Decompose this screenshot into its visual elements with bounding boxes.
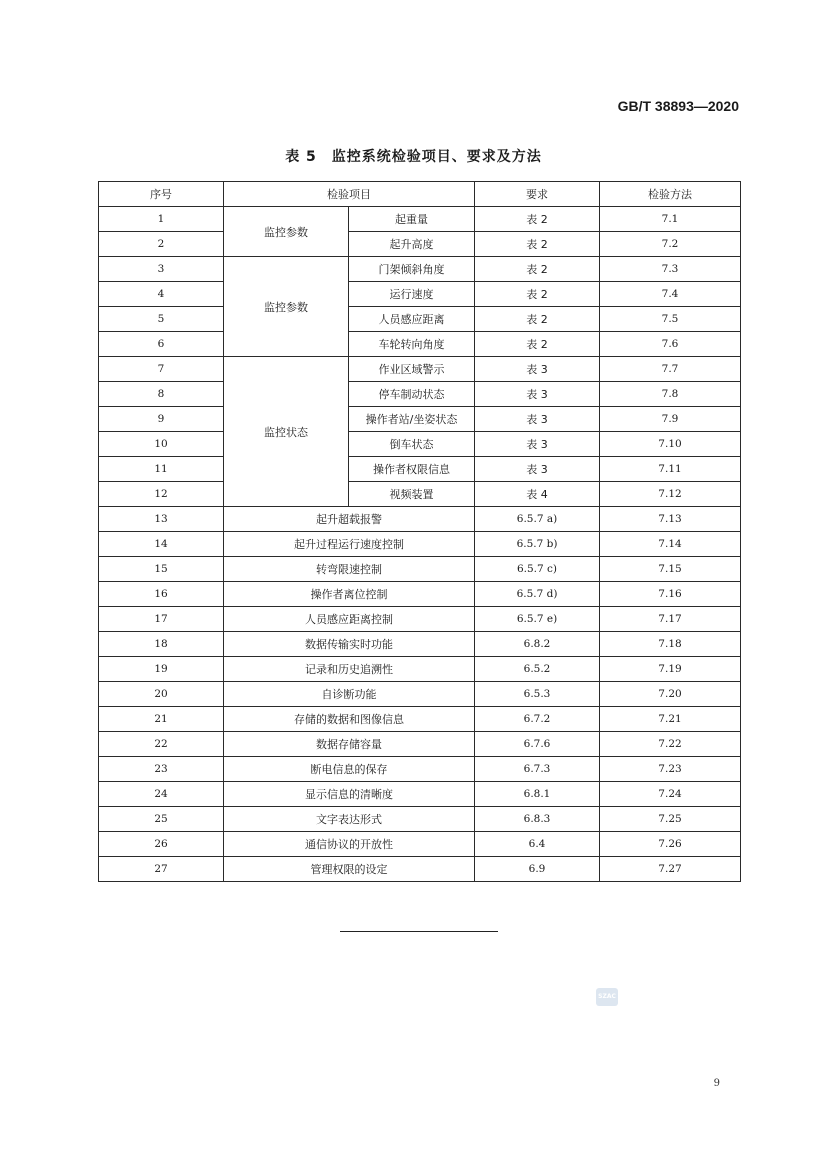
inspection-item: 显示信息的清晰度 bbox=[224, 782, 475, 807]
test-method: 7.20 bbox=[600, 682, 741, 707]
table-row bbox=[99, 807, 741, 832]
sub-item: 运行速度 bbox=[349, 282, 475, 307]
table-row bbox=[99, 257, 741, 282]
inspection-item: 人员感应距离控制 bbox=[224, 607, 475, 632]
requirement: 6.4 bbox=[475, 832, 600, 857]
requirement: 表 2 bbox=[475, 332, 600, 357]
requirement: 表 2 bbox=[475, 232, 600, 257]
row-number: 27 bbox=[99, 857, 224, 882]
test-method: 7.8 bbox=[600, 382, 741, 407]
row-number: 9 bbox=[99, 407, 224, 432]
test-method: 7.1 bbox=[600, 207, 741, 232]
table-row bbox=[99, 857, 741, 882]
row-number: 18 bbox=[99, 632, 224, 657]
group-label: 监控状态 bbox=[224, 357, 349, 507]
watermark-logo: SZAC bbox=[596, 988, 618, 1006]
requirement: 6.9 bbox=[475, 857, 600, 882]
test-method: 7.15 bbox=[600, 557, 741, 582]
row-number: 11 bbox=[99, 457, 224, 482]
col-header-no: 序号 bbox=[99, 182, 224, 207]
table-row bbox=[99, 432, 741, 457]
test-method: 7.27 bbox=[600, 857, 741, 882]
row-number: 24 bbox=[99, 782, 224, 807]
table-body bbox=[99, 207, 741, 882]
requirement: 表 3 bbox=[475, 357, 600, 382]
sub-item: 门架倾斜角度 bbox=[349, 257, 475, 282]
group-label: 监控参数 bbox=[224, 207, 349, 257]
row-number: 17 bbox=[99, 607, 224, 632]
row-number: 23 bbox=[99, 757, 224, 782]
requirement: 6.5.7 d) bbox=[475, 582, 600, 607]
inspection-item: 通信协议的开放性 bbox=[224, 832, 475, 857]
requirement: 表 4 bbox=[475, 482, 600, 507]
table-row bbox=[99, 557, 741, 582]
test-method: 7.5 bbox=[600, 307, 741, 332]
test-method: 7.9 bbox=[600, 407, 741, 432]
table-row bbox=[99, 282, 741, 307]
row-number: 5 bbox=[99, 307, 224, 332]
table-row bbox=[99, 682, 741, 707]
test-method: 7.4 bbox=[600, 282, 741, 307]
test-method: 7.12 bbox=[600, 482, 741, 507]
test-method: 7.26 bbox=[600, 832, 741, 857]
table-row bbox=[99, 232, 741, 257]
inspection-item: 记录和历史追溯性 bbox=[224, 657, 475, 682]
sub-item: 起升高度 bbox=[349, 232, 475, 257]
test-method: 7.13 bbox=[600, 507, 741, 532]
col-header-item: 检验项目 bbox=[224, 182, 475, 207]
sub-item: 车轮转向角度 bbox=[349, 332, 475, 357]
test-method: 7.10 bbox=[600, 432, 741, 457]
inspection-item: 文字表达形式 bbox=[224, 807, 475, 832]
table-row bbox=[99, 307, 741, 332]
standard-code: GB/T 38893—2020 bbox=[617, 98, 739, 114]
row-number: 14 bbox=[99, 532, 224, 557]
row-number: 12 bbox=[99, 482, 224, 507]
table-row bbox=[99, 607, 741, 632]
col-header-req: 要求 bbox=[475, 182, 600, 207]
table-row bbox=[99, 832, 741, 857]
requirement: 6.7.3 bbox=[475, 757, 600, 782]
requirement: 表 2 bbox=[475, 282, 600, 307]
end-rule bbox=[340, 931, 498, 932]
sub-item: 操作者权限信息 bbox=[349, 457, 475, 482]
table-row bbox=[99, 332, 741, 357]
requirement: 6.5.7 a) bbox=[475, 507, 600, 532]
requirement: 6.7.2 bbox=[475, 707, 600, 732]
inspection-table bbox=[98, 181, 741, 882]
requirement: 表 2 bbox=[475, 257, 600, 282]
sub-item: 操作者站/坐姿状态 bbox=[349, 407, 475, 432]
table-row bbox=[99, 732, 741, 757]
table-row bbox=[99, 782, 741, 807]
row-number: 3 bbox=[99, 257, 224, 282]
row-number: 4 bbox=[99, 282, 224, 307]
row-number: 1 bbox=[99, 207, 224, 232]
inspection-item: 自诊断功能 bbox=[224, 682, 475, 707]
row-number: 15 bbox=[99, 557, 224, 582]
table-row bbox=[99, 632, 741, 657]
test-method: 7.16 bbox=[600, 582, 741, 607]
requirement: 6.7.6 bbox=[475, 732, 600, 757]
requirement: 表 3 bbox=[475, 457, 600, 482]
table-row bbox=[99, 582, 741, 607]
row-number: 26 bbox=[99, 832, 224, 857]
test-method: 7.18 bbox=[600, 632, 741, 657]
table-row bbox=[99, 507, 741, 532]
row-number: 13 bbox=[99, 507, 224, 532]
requirement: 表 2 bbox=[475, 207, 600, 232]
test-method: 7.24 bbox=[600, 782, 741, 807]
table-row bbox=[99, 482, 741, 507]
inspection-item: 起升超载报警 bbox=[224, 507, 475, 532]
requirement: 表 3 bbox=[475, 432, 600, 457]
inspection-item: 数据存储容量 bbox=[224, 732, 475, 757]
sub-item: 停车制动状态 bbox=[349, 382, 475, 407]
test-method: 7.21 bbox=[600, 707, 741, 732]
test-method: 7.14 bbox=[600, 532, 741, 557]
row-number: 8 bbox=[99, 382, 224, 407]
group-label: 监控参数 bbox=[224, 257, 349, 357]
inspection-item: 操作者离位控制 bbox=[224, 582, 475, 607]
table-header-row bbox=[99, 182, 741, 207]
test-method: 7.3 bbox=[600, 257, 741, 282]
table-row bbox=[99, 382, 741, 407]
requirement: 6.8.3 bbox=[475, 807, 600, 832]
test-method: 7.23 bbox=[600, 757, 741, 782]
sub-item: 起重量 bbox=[349, 207, 475, 232]
row-number: 22 bbox=[99, 732, 224, 757]
requirement: 表 3 bbox=[475, 407, 600, 432]
requirement: 表 3 bbox=[475, 382, 600, 407]
inspection-item: 断电信息的保存 bbox=[224, 757, 475, 782]
table-row bbox=[99, 532, 741, 557]
row-number: 2 bbox=[99, 232, 224, 257]
row-number: 19 bbox=[99, 657, 224, 682]
inspection-item: 存储的数据和图像信息 bbox=[224, 707, 475, 732]
test-method: 7.17 bbox=[600, 607, 741, 632]
table-row bbox=[99, 357, 741, 382]
inspection-item: 起升过程运行速度控制 bbox=[224, 532, 475, 557]
page-number: 9 bbox=[713, 1078, 720, 1089]
requirement: 6.8.2 bbox=[475, 632, 600, 657]
row-number: 20 bbox=[99, 682, 224, 707]
requirement: 6.5.2 bbox=[475, 657, 600, 682]
table-title: 表 5 监控系统检验项目、要求及方法 bbox=[285, 149, 542, 165]
inspection-item: 数据传输实时功能 bbox=[224, 632, 475, 657]
row-number: 21 bbox=[99, 707, 224, 732]
table-row bbox=[99, 757, 741, 782]
sub-item: 视频装置 bbox=[349, 482, 475, 507]
table-row bbox=[99, 407, 741, 432]
requirement: 6.5.7 b) bbox=[475, 532, 600, 557]
table-row bbox=[99, 657, 741, 682]
requirement: 6.5.7 c) bbox=[475, 557, 600, 582]
test-method: 7.25 bbox=[600, 807, 741, 832]
row-number: 10 bbox=[99, 432, 224, 457]
requirement: 表 2 bbox=[475, 307, 600, 332]
requirement: 6.8.1 bbox=[475, 782, 600, 807]
table-row bbox=[99, 207, 741, 232]
test-method: 7.19 bbox=[600, 657, 741, 682]
col-header-method: 检验方法 bbox=[600, 182, 741, 207]
test-method: 7.22 bbox=[600, 732, 741, 757]
inspection-item: 转弯限速控制 bbox=[224, 557, 475, 582]
test-method: 7.7 bbox=[600, 357, 741, 382]
row-number: 7 bbox=[99, 357, 224, 382]
row-number: 16 bbox=[99, 582, 224, 607]
table-row bbox=[99, 707, 741, 732]
test-method: 7.2 bbox=[600, 232, 741, 257]
requirement: 6.5.7 e) bbox=[475, 607, 600, 632]
row-number: 6 bbox=[99, 332, 224, 357]
sub-item: 倒车状态 bbox=[349, 432, 475, 457]
row-number: 25 bbox=[99, 807, 224, 832]
requirement: 6.5.3 bbox=[475, 682, 600, 707]
table-row bbox=[99, 457, 741, 482]
inspection-item: 管理权限的设定 bbox=[224, 857, 475, 882]
test-method: 7.6 bbox=[600, 332, 741, 357]
test-method: 7.11 bbox=[600, 457, 741, 482]
sub-item: 作业区域警示 bbox=[349, 357, 475, 382]
sub-item: 人员感应距离 bbox=[349, 307, 475, 332]
